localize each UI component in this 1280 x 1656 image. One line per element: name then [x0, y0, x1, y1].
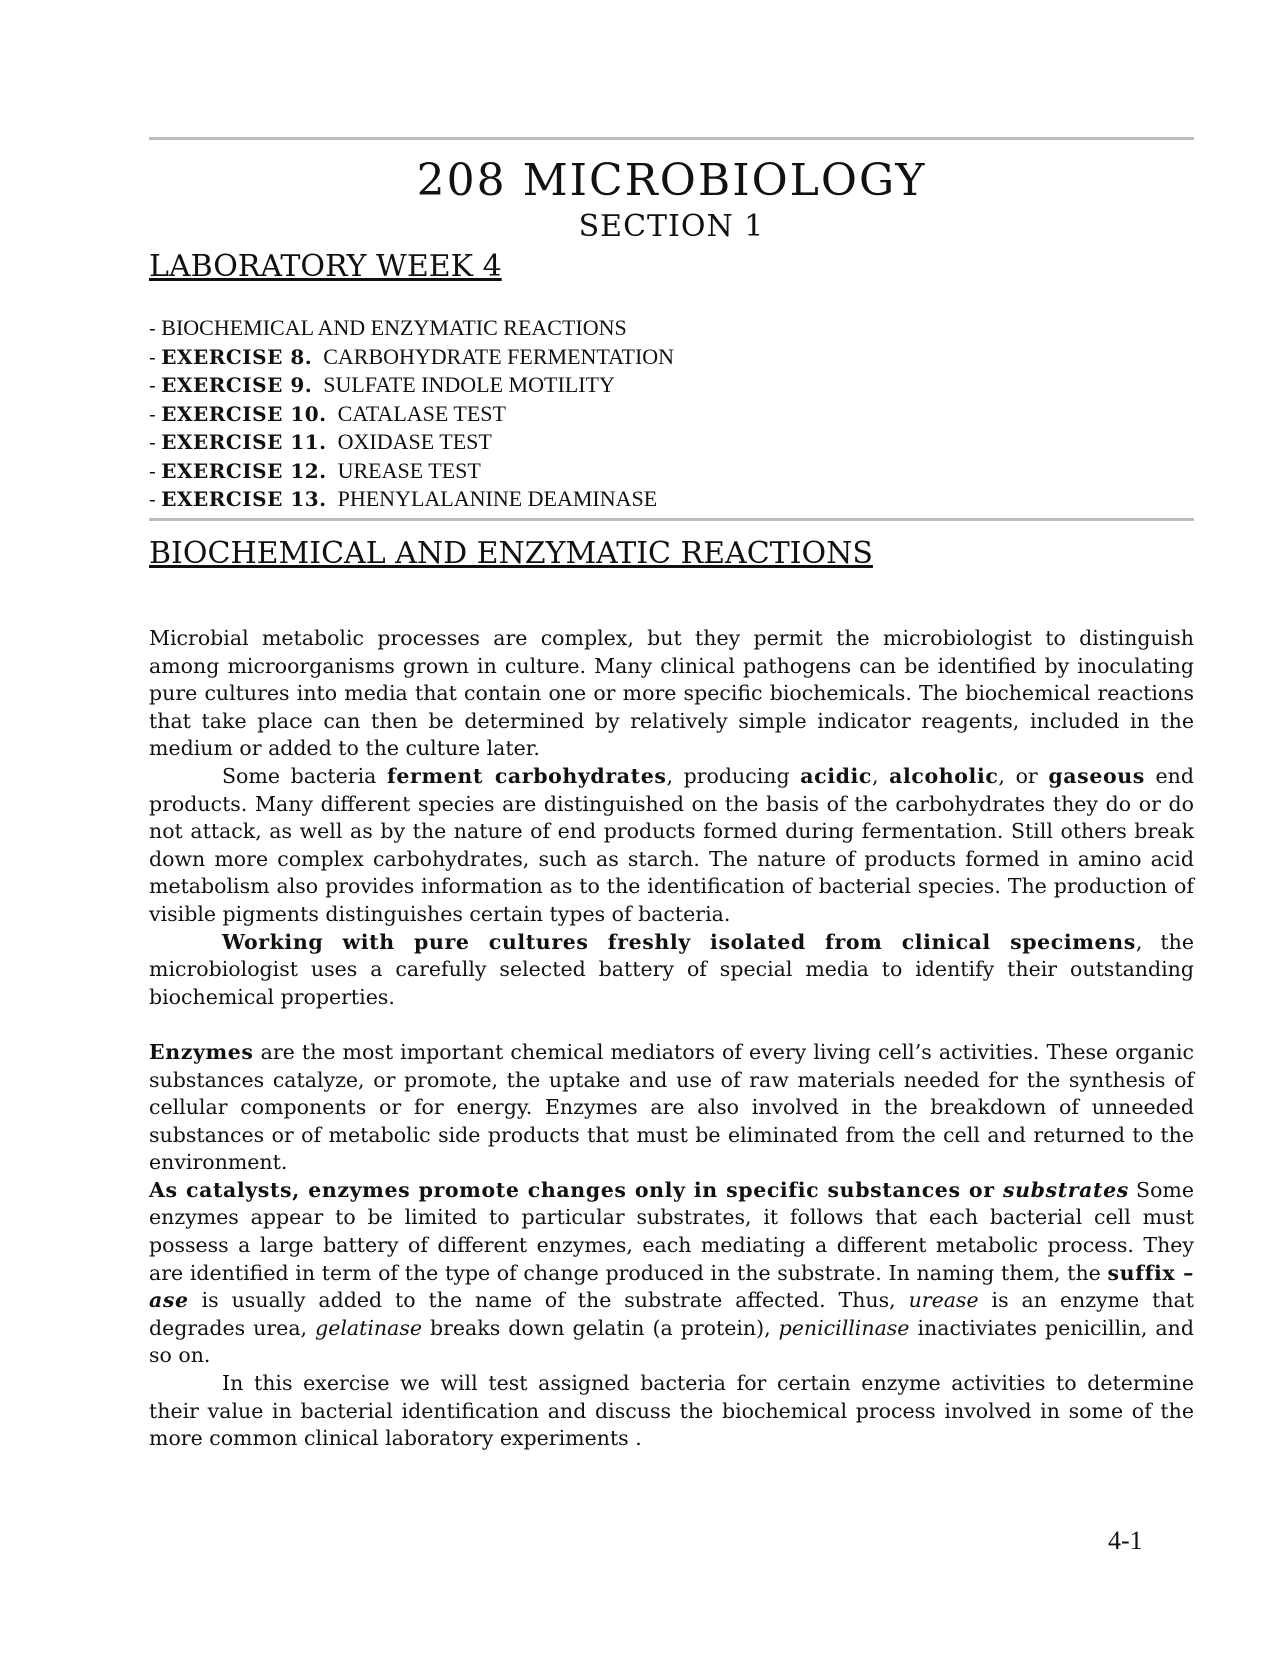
- main-heading: BIOCHEMICAL AND ENZYMATIC REACTIONS: [149, 536, 873, 571]
- list-dash: -: [149, 344, 156, 369]
- bold-term: alcoholic: [889, 763, 999, 788]
- italic-term: gelatinase: [315, 1315, 422, 1340]
- exercise-title: UREASE TEST: [337, 457, 481, 483]
- list-dash: -: [149, 401, 156, 426]
- exercise-label: EXERCISE 8.: [161, 344, 313, 369]
- paragraph-fermentation: [149, 763, 1194, 929]
- list-dash: -: [149, 458, 156, 483]
- exercise-label: EXERCISE 12.: [161, 458, 327, 483]
- list-dash: -: [149, 487, 156, 511]
- exercise-label: EXERCISE 10.: [161, 401, 327, 426]
- text-run: , the microbiologist uses a carefully selected battery of special media to identify their outstanding biochemical properties.: [149, 929, 1194, 1009]
- exercise-title: CATALASE TEST: [337, 400, 506, 426]
- body-text: [149, 625, 1194, 1453]
- list-dash: -: [149, 316, 156, 340]
- text-run: , or: [998, 763, 1049, 788]
- paragraph-pure-cultures: [149, 929, 1194, 1012]
- exercise-label: EXERCISE 9.: [161, 373, 313, 397]
- text-run: is an enzyme that degrades urea,: [149, 1288, 1194, 1340]
- text-run: Some enzymes appear to be limited to particular substrates, it follows that each bacterial cell must possess a large battery of different enzymes, each mediating a different metabolic process. They are identified in term of the type of change produced in the substrate. In naming them, the: [149, 1177, 1194, 1285]
- exercise-title: PHENYLALANINE DEAMINASE: [337, 486, 658, 511]
- italic-term: urease: [908, 1288, 979, 1313]
- section-divider: [149, 518, 1194, 521]
- text-run: is usually added to the name of the substrate affected. Thus,: [188, 1288, 909, 1313]
- exercise-list: [149, 314, 674, 514]
- list-dash: -: [149, 430, 156, 454]
- list-dash: -: [149, 373, 156, 397]
- list-item: [149, 428, 674, 457]
- bold-term: acidic: [800, 763, 872, 788]
- italic-term: penicillinase: [778, 1315, 910, 1340]
- paragraph-intro: Microbial metabolic processes are complex, but they permit the microbiologist to distinguish among microorganisms grown in culture. Many clinical pathogens can be identified by inoculating pure cultures into media that contain one or more specific biochemicals. The biochemical reactions that take place can then be determined by relatively simple indicator reagents, included in the medium or added to the culture later.: [149, 626, 1194, 761]
- bold-term: suffix: [1107, 1260, 1184, 1285]
- text-run: , producing: [666, 763, 801, 788]
- bold-italic-term: –ase: [149, 1260, 1194, 1313]
- lab-week-heading: LABORATORY WEEK 4: [149, 249, 502, 284]
- exercise-title: SULFATE INDOLE MOTILITY: [323, 372, 615, 397]
- text-run: inactiviates penicillin, and so on.: [149, 1315, 1194, 1368]
- list-item: [149, 400, 674, 429]
- bold-italic-term: substrates: [1002, 1177, 1129, 1202]
- paragraph-exercise: In this exercise we will test assigned bacteria for certain enzyme activities to determine their value in bacterial identification and discuss the biochemical process involved in some of the more common clinical laboratory experiments .: [149, 1371, 1194, 1451]
- bold-term: As catalysts, enzymes promote changes only in specific substances or: [149, 1177, 1003, 1202]
- list-item-title: BIOCHEMICAL AND ENZYMATIC REACTIONS: [161, 315, 627, 340]
- paragraph-enzymes: [149, 1039, 1194, 1177]
- exercise-label: EXERCISE 13.: [161, 487, 327, 511]
- bold-term: Enzymes: [149, 1039, 254, 1064]
- list-item: [149, 457, 674, 486]
- paragraph-catalysts: [149, 1177, 1194, 1370]
- section-label: SECTION 1: [578, 209, 765, 244]
- text-run: breaks down gelatin (a protein),: [421, 1315, 779, 1340]
- bold-term: Working with pure cultures freshly isolated from clinical specimens: [222, 929, 1136, 954]
- text-run: are the most important chemical mediators of every living cell’s activities. These organic substances catalyze, or promote, the uptake and use of raw materials needed for the synthesis of cellular components or for energy. Enzymes are also involved in the breakdown of unneeded substances or of metabolic side products that must be eliminated from the cell and returned to the environment.: [149, 1039, 1194, 1175]
- bold-term: gaseous: [1048, 763, 1145, 788]
- text-run: end products. Many different species are distinguished on the basis of the carbohydrates they do or do not attack, as well as by the nature of end products formed during fermentation. Still others break down more complex carbohydrates, such as starch. The nature of products formed in amino acid metabolism also provides information as to the identification of bacterial species. The production of visible pigments distinguishes certain types of bacteria.: [149, 763, 1194, 926]
- exercise-title: CARBOHYDRATE FERMENTATION: [323, 343, 675, 369]
- list-item: [149, 314, 674, 343]
- text-run: Some bacteria: [222, 763, 387, 788]
- exercise-title: OXIDASE TEST: [337, 429, 492, 454]
- list-item: [149, 371, 674, 400]
- list-item: [149, 343, 674, 372]
- course-title: 208 MICROBIOLOGY: [416, 155, 927, 206]
- list-item: [149, 485, 674, 514]
- exercise-label: EXERCISE 11.: [161, 430, 327, 454]
- bold-term: ferment carbohydrates: [387, 763, 667, 788]
- top-divider: [149, 137, 1194, 140]
- text-run: ,: [872, 763, 890, 788]
- page-number: 4-1: [1108, 1526, 1143, 1555]
